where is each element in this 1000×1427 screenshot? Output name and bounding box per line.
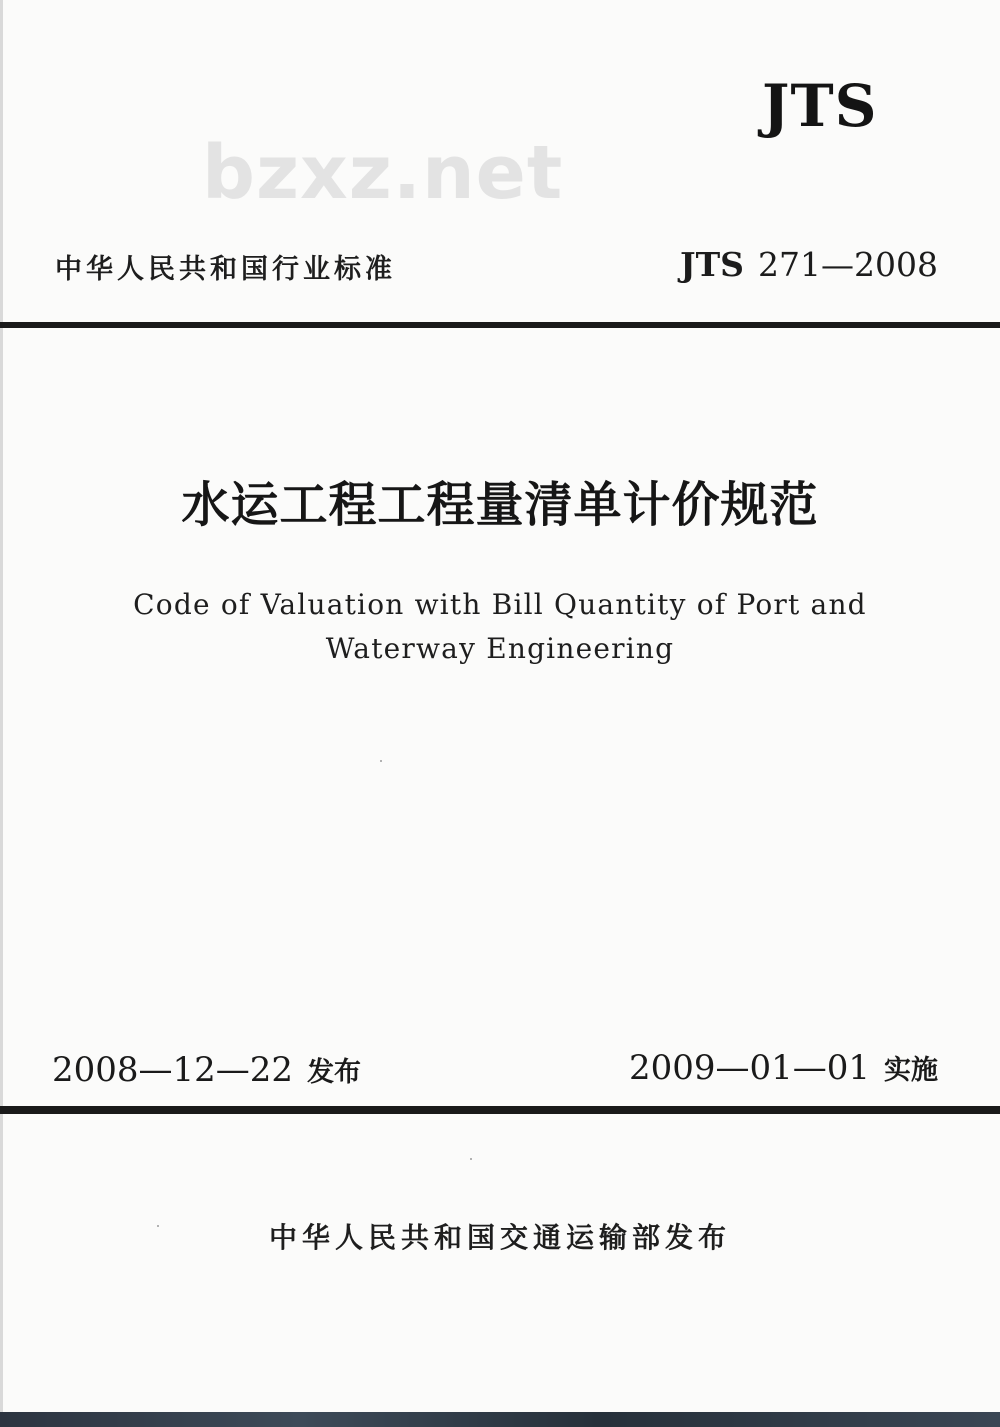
bottom-divider	[0, 1106, 1000, 1114]
title-english-line-2: Waterway Engineering	[325, 632, 675, 665]
issue-date	[52, 1050, 361, 1090]
issue-date-label: 发布	[307, 1057, 362, 1088]
standard-number	[680, 245, 938, 284]
title-english	[100, 583, 900, 671]
jts-logo-mark: JTS	[762, 72, 878, 140]
standard-category: 中华人民共和国行业标准	[55, 254, 396, 285]
standard-code-number: 271—2008	[758, 245, 938, 284]
effective-date-value: 2009—01—01	[628, 1048, 870, 1088]
scan-bottom-band	[0, 1412, 1000, 1427]
watermark-text: bzxz.net	[202, 130, 564, 216]
top-divider	[0, 322, 1000, 328]
scan-speck	[157, 1225, 159, 1227]
title-english-line-1: Code of Valuation with Bill Quantity of Port and	[133, 588, 867, 621]
publisher: 中华人民共和国交通运输部发布	[268, 1221, 731, 1254]
scan-speck	[470, 1158, 472, 1160]
effective-date-label: 实施	[884, 1055, 938, 1086]
title-chinese: 水运工程工程量清单计价规范	[181, 477, 819, 533]
effective-date	[629, 1048, 938, 1088]
issue-date-value: 2008—12—22	[52, 1050, 294, 1090]
page-edge	[0, 0, 3, 1427]
scan-speck	[380, 760, 382, 762]
standard-code-prefix: JTS	[680, 245, 745, 284]
